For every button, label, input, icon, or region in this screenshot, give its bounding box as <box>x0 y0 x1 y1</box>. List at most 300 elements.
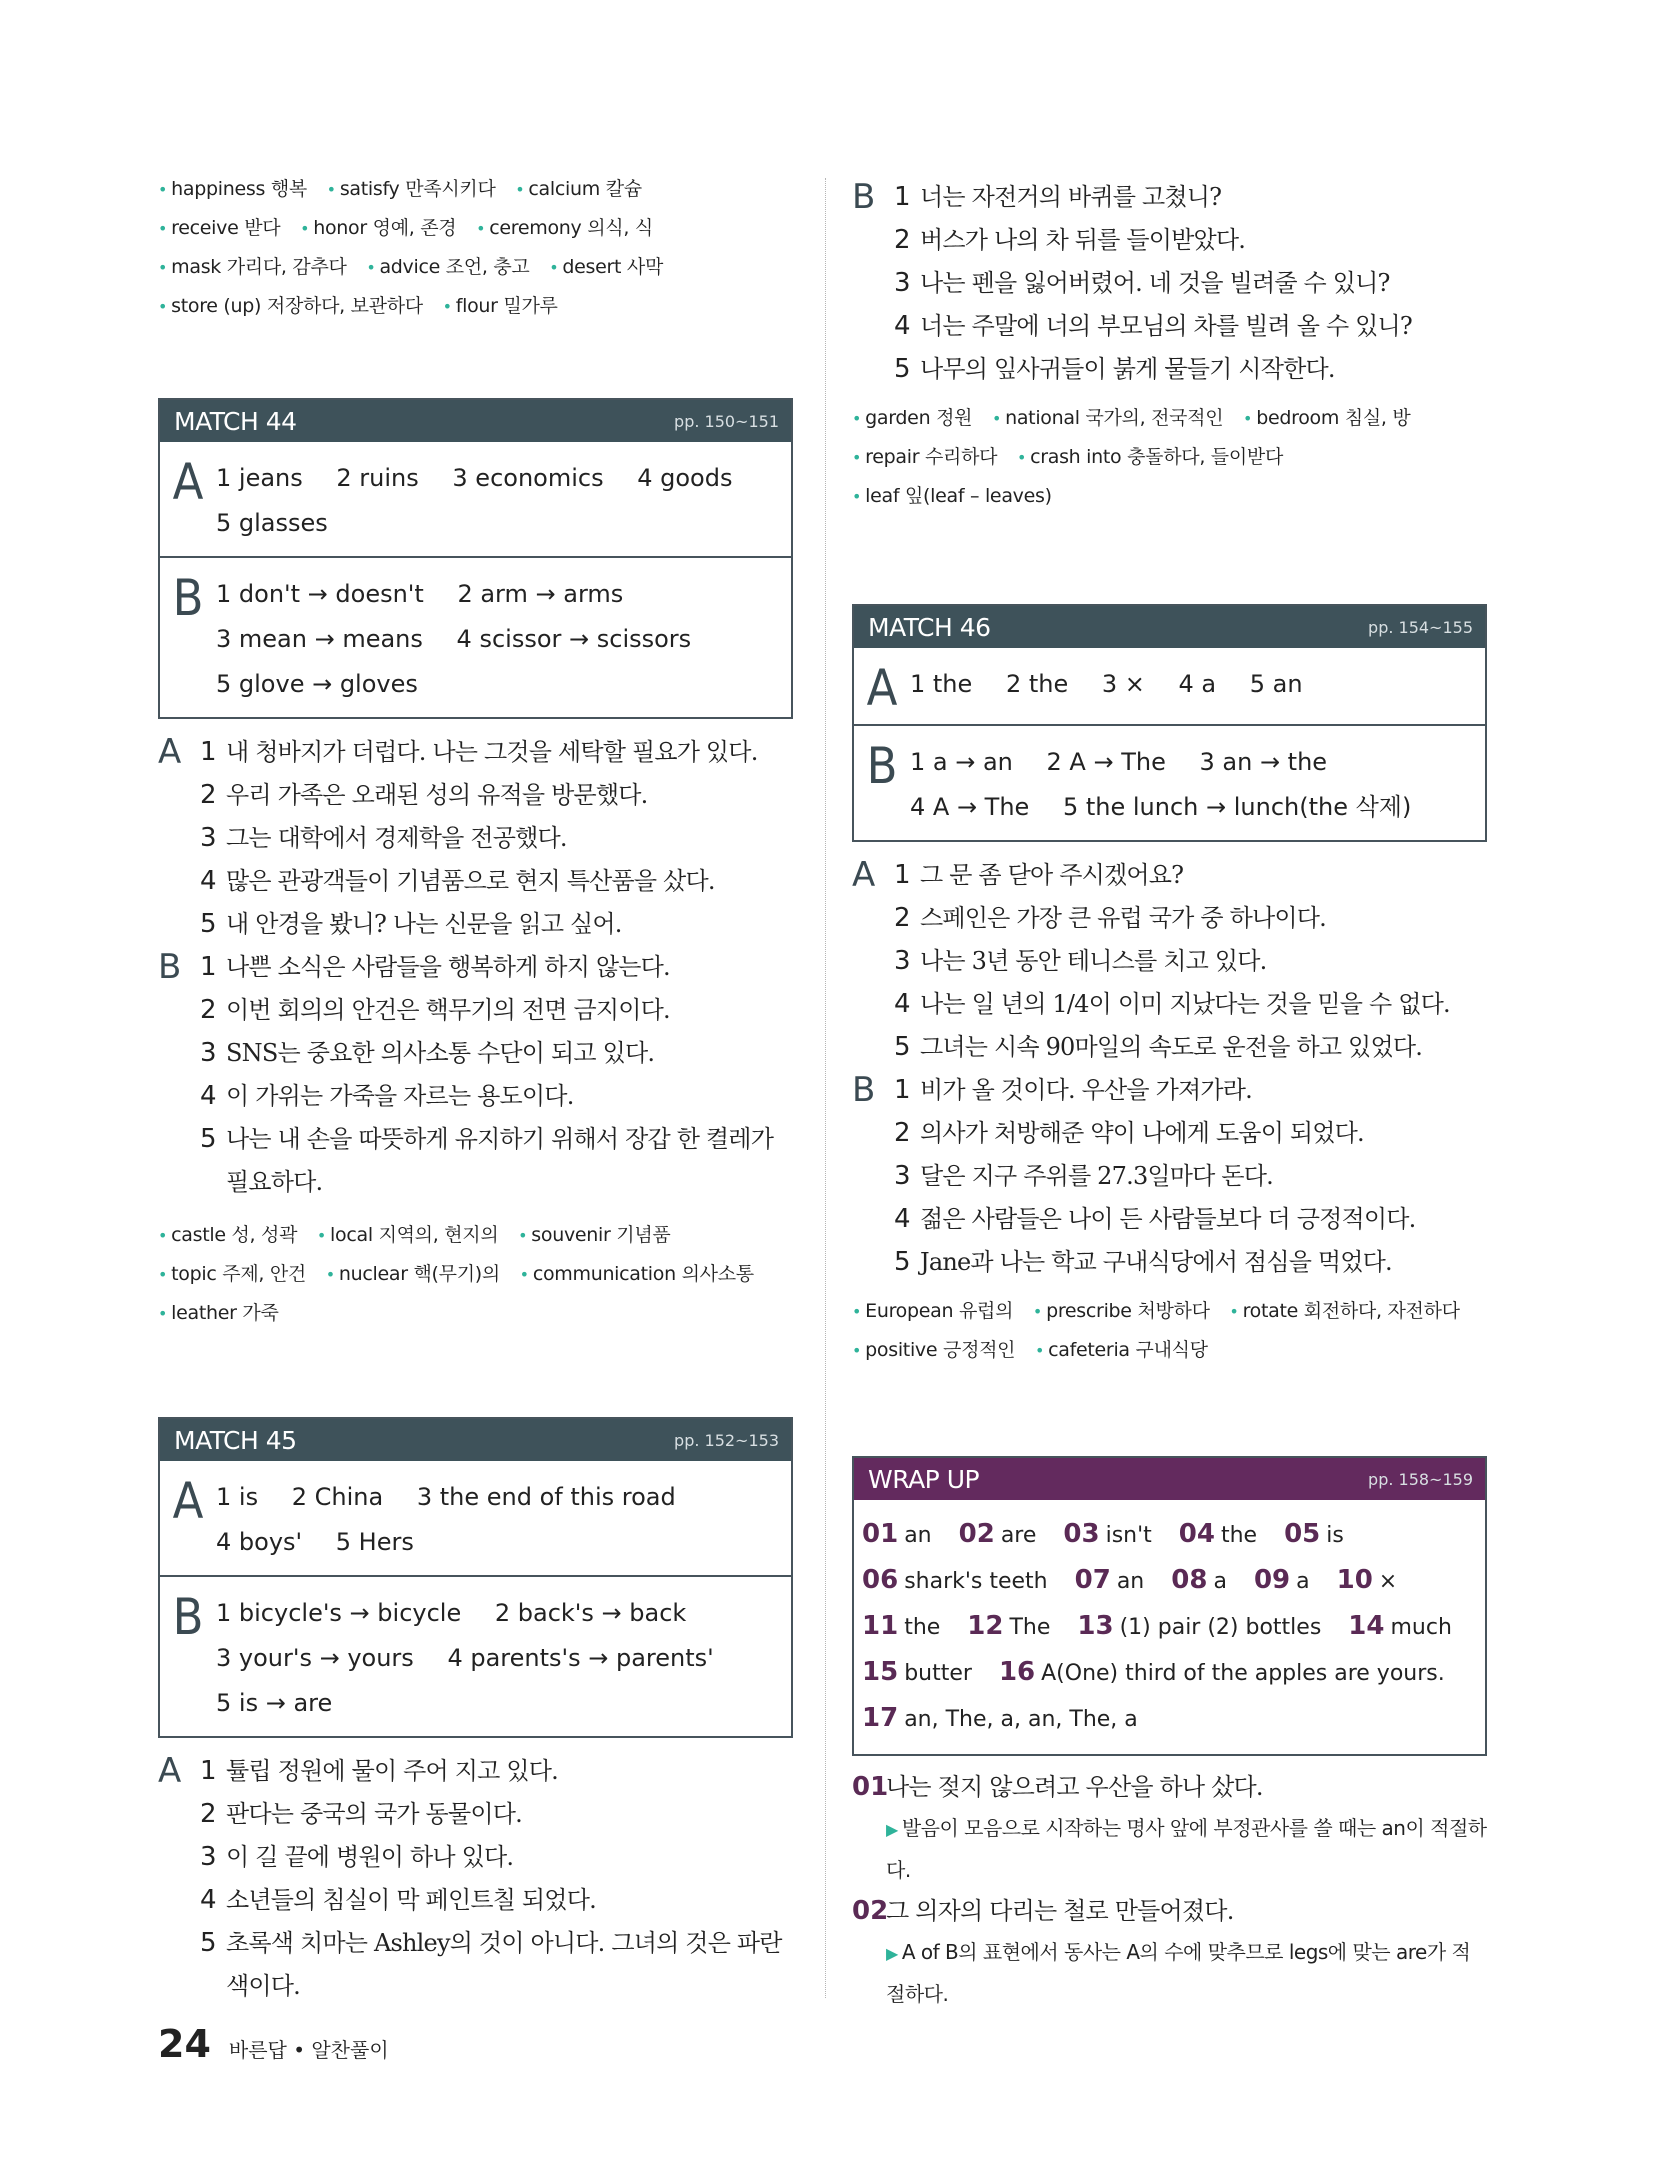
vocab-word: flour <box>455 295 498 317</box>
vocab-meaning: 받다 <box>244 217 281 239</box>
line-number: 1 <box>200 1756 216 1786</box>
answer-item: 2 China <box>291 1483 384 1511</box>
vocab-item <box>158 295 423 317</box>
answer-text: an <box>904 1523 932 1548</box>
answer-list <box>910 662 1475 714</box>
vocab-word: leaf <box>865 485 900 507</box>
wrapup-box <box>852 1456 1487 1756</box>
answer-item: 1 jeans <box>216 464 303 492</box>
bullet-icon: • <box>515 180 525 199</box>
wrapup-pages: pp. 158~159 <box>1368 1469 1473 1489</box>
answer-text: an <box>1116 1569 1145 1594</box>
translation-text: 의사가 처방해준 약이 나에게 도움이 되었다. <box>920 1119 1364 1147</box>
line-number: 2 <box>200 1799 216 1829</box>
answer-item: 2 arm → arms <box>457 580 624 608</box>
vocab-word: desert <box>562 256 622 278</box>
answer-item: 1 a → an <box>910 748 1013 776</box>
section-a <box>160 442 791 556</box>
vocab-item <box>158 178 307 200</box>
translation-line <box>894 305 1487 348</box>
answer-text: the <box>904 1615 941 1640</box>
vocab-item <box>158 217 280 239</box>
translation-group <box>158 731 793 946</box>
section-a <box>160 1461 791 1575</box>
line-number: 1 <box>200 952 216 982</box>
bullet-icon: • <box>158 219 168 238</box>
line-number: 4 <box>200 1885 216 1915</box>
answer-text: a <box>1296 1569 1310 1594</box>
left-column <box>158 170 793 2008</box>
vocab-item <box>158 1263 306 1285</box>
answer-text: an, The, a, an, The, a <box>904 1707 1138 1732</box>
explanation-item <box>852 1766 1487 1890</box>
bullet-icon: • <box>519 1265 529 1284</box>
answer-item: 1 bicycle's → bicycle <box>216 1599 462 1627</box>
vocab-item <box>852 1339 1015 1361</box>
explanation-item <box>852 1890 1487 2014</box>
section-letter: A <box>172 1472 204 1530</box>
answer-text: much <box>1390 1615 1452 1640</box>
vocab-word: honor <box>313 217 367 239</box>
section-letter: B <box>866 737 898 795</box>
translation-line <box>200 1836 793 1879</box>
vocab-item <box>549 256 663 278</box>
wrapup-answer <box>998 1657 1445 1687</box>
translation-line <box>894 1198 1487 1241</box>
vocab-list <box>158 1216 793 1333</box>
answer-text: is <box>1326 1523 1344 1548</box>
vocab-meaning: 유럽의 <box>959 1300 1014 1322</box>
wrapup-answer <box>862 1657 972 1687</box>
section-b <box>160 556 791 717</box>
answer-number: 06 <box>862 1565 899 1595</box>
answer-item: 3 × <box>1101 670 1145 698</box>
answer-number: 03 <box>1063 1519 1100 1549</box>
vocab-word: ceremony <box>489 217 582 239</box>
answer-list <box>216 1591 781 1726</box>
translation-text: SNS는 중요한 의사소통 수단이 되고 있다. <box>226 1039 655 1067</box>
vocab-item <box>326 1263 500 1285</box>
bullet-icon: • <box>158 258 168 277</box>
wrapup-answer <box>1348 1611 1452 1641</box>
translation-text: 이 가위는 가죽을 자르는 용도이다. <box>226 1082 574 1110</box>
vocab-meaning: 기념품 <box>616 1224 671 1246</box>
vocab-word: store (up) <box>171 295 262 317</box>
vocab-item <box>852 1300 1013 1322</box>
bullet-icon: • <box>158 297 168 316</box>
translation-text: 버스가 나의 차 뒤를 들이받았다. <box>920 226 1246 254</box>
translation-group <box>852 1069 1487 1284</box>
line-number: 1 <box>894 1075 910 1105</box>
section-a <box>854 648 1485 724</box>
translation-text: 나는 펜을 잃어버렸어. 네 것을 빌려줄 수 있니? <box>920 269 1390 297</box>
vocab-meaning: 침실, 방 <box>1344 407 1411 429</box>
vocab-item <box>515 178 642 200</box>
wrapup-answer <box>1336 1565 1398 1595</box>
answer-item: 3 the end of this road <box>416 1483 676 1511</box>
answer-item: 4 boys' <box>216 1528 303 1556</box>
section-letter: B <box>852 1070 876 1110</box>
section-letter: A <box>852 855 876 895</box>
translation-line <box>200 860 793 903</box>
explanation-body <box>886 1766 1487 1890</box>
vocab-item <box>1229 1300 1459 1322</box>
translation-text: 너는 자전거의 바퀴를 고쳤니? <box>920 183 1222 211</box>
korean-translation: 그 의자의 다리는 철로 만들어졌다. <box>886 1897 1234 1925</box>
section-letter: B <box>172 1588 204 1646</box>
vocab-meaning: 충돌하다, 들이받다 <box>1127 446 1284 468</box>
answer-number: 05 <box>1284 1519 1321 1549</box>
bullet-icon: • <box>852 1302 862 1321</box>
wrapup-answer <box>967 1611 1051 1641</box>
vocab-meaning: 영예, 존경 <box>372 217 457 239</box>
translation-text: 나는 일 년의 1/4이 이미 지났다는 것을 믿을 수 없다. <box>920 990 1450 1018</box>
answer-number: 10 <box>1336 1565 1373 1595</box>
right-column <box>852 170 1487 2014</box>
translation-line <box>200 1879 793 1922</box>
vocab-word: rotate <box>1242 1300 1299 1322</box>
translation-line <box>894 1069 1487 1112</box>
vocab-list <box>852 1292 1487 1370</box>
answer-list <box>910 740 1475 830</box>
translation-text: 젊은 사람들은 나이 든 사람들보다 더 긍정적이다. <box>920 1205 1416 1233</box>
translation-group <box>158 1750 793 2008</box>
translation-line <box>894 348 1487 391</box>
translation-line <box>200 817 793 860</box>
vocab-meaning: 만족시키다 <box>405 178 496 200</box>
vocab-word: topic <box>171 1263 217 1285</box>
translation-text: Jane과 나는 학교 구내식당에서 점심을 먹었다. <box>920 1248 1392 1276</box>
answer-list <box>216 456 781 546</box>
vocab-word: mask <box>171 256 221 278</box>
translation-line <box>894 1026 1487 1069</box>
vocab-word: garden <box>865 407 931 429</box>
translation-text: 나는 내 손을 따뜻하게 유지하기 위해서 장갑 한 켤레가 필요하다. <box>226 1125 774 1196</box>
wrapup-answers <box>854 1500 1485 1754</box>
line-number: 3 <box>894 268 910 298</box>
match46-translations <box>852 854 1487 1284</box>
answer-item: 3 mean → means <box>216 625 423 653</box>
vocab-meaning: 회전하다, 자전하다 <box>1303 1300 1460 1322</box>
translation-text: 나무의 잎사귀들이 붉게 물들기 시작한다. <box>920 355 1335 383</box>
bullet-icon: • <box>158 180 168 199</box>
translation-group <box>852 854 1487 1069</box>
translation-line <box>200 903 793 946</box>
answer-number: 01 <box>862 1519 899 1549</box>
translation-line <box>200 1032 793 1075</box>
line-number: 3 <box>200 1038 216 1068</box>
translation-line <box>894 262 1487 305</box>
vocab-word: national <box>1005 407 1080 429</box>
bullet-icon: • <box>442 297 452 316</box>
wrapup-header <box>854 1458 1485 1500</box>
translation-lines <box>200 946 793 1204</box>
explanation-body <box>886 1890 1487 2014</box>
match44-box <box>158 398 793 719</box>
section-letter: B <box>852 177 876 217</box>
line-number: 4 <box>200 1081 216 1111</box>
vocab-item <box>443 295 558 317</box>
match46-box <box>852 604 1487 842</box>
bullet-icon: • <box>1229 1302 1239 1321</box>
vocab-word: European <box>865 1300 954 1322</box>
vocab-list <box>852 399 1487 516</box>
bullet-icon: • <box>158 1226 168 1245</box>
match45-b-translations <box>852 176 1487 391</box>
vocab-meaning: 핵(무기)의 <box>413 1263 500 1285</box>
explanation-text <box>886 1808 1487 1890</box>
vocab-item <box>518 1224 670 1246</box>
vocab-meaning: 잎(leaf – leaves) <box>905 485 1052 507</box>
translation-text: 비가 올 것이다. 우산을 가져가라. <box>920 1076 1252 1104</box>
wrapup-answer <box>1074 1565 1145 1595</box>
answer-list <box>216 1475 781 1565</box>
answer-item: 5 Hers <box>335 1528 414 1556</box>
vocab-word: positive <box>865 1339 938 1361</box>
line-number: 4 <box>894 989 910 1019</box>
answer-number: 14 <box>1348 1611 1385 1641</box>
translation-line <box>894 940 1487 983</box>
match-header <box>854 606 1485 648</box>
vocab-word: nuclear <box>338 1263 408 1285</box>
translation-line <box>200 1118 793 1204</box>
match-title: MATCH 46 <box>868 612 991 642</box>
wrapup-title: WRAP UP <box>868 1464 980 1494</box>
vocab-item <box>992 407 1223 429</box>
korean-translation: 나는 젖지 않으려고 우산을 하나 샀다. <box>886 1773 1263 1801</box>
line-number: 1 <box>894 182 910 212</box>
translation-line <box>200 946 793 989</box>
bullet-icon: • <box>852 409 862 428</box>
wrapup-answer <box>1171 1565 1227 1595</box>
line-number: 4 <box>894 1204 910 1234</box>
translation-text: 많은 관광객들이 기념품으로 현지 특산품을 샀다. <box>226 867 715 895</box>
vocab-meaning: 긍정적인 <box>943 1339 1016 1361</box>
line-number: 5 <box>200 1124 216 1154</box>
vocab-item <box>327 178 496 200</box>
bullet-icon: • <box>316 1226 327 1245</box>
answer-text: butter <box>904 1661 972 1686</box>
translation-lines <box>894 854 1487 1069</box>
vocab-meaning: 지역의, 현지의 <box>378 1224 499 1246</box>
explanation-content: A of B의 표현에서 동사는 A의 수에 맞추므로 legs에 맞는 are가 적절하다. <box>886 1940 1471 2006</box>
bullet-icon: • <box>852 1341 862 1360</box>
vocab-meaning: 가죽 <box>242 1302 279 1324</box>
answer-number: 09 <box>1253 1565 1291 1595</box>
translation-line <box>894 983 1487 1026</box>
vocab-meaning: 사막 <box>626 256 664 278</box>
answer-text: (1) pair (2) bottles <box>1119 1615 1322 1640</box>
vocab-meaning: 주제, 안건 <box>222 1263 306 1285</box>
line-number: 3 <box>894 946 910 976</box>
answer-list <box>216 572 781 707</box>
translation-lines <box>200 1750 793 2008</box>
answer-text: the <box>1220 1523 1258 1548</box>
translation-lines <box>894 176 1487 391</box>
translation-text: 너는 주말에 너의 부모님의 차를 빌려 올 수 있니? <box>920 312 1412 340</box>
vocab-word: advice <box>379 256 441 278</box>
translation-text: 내 안경을 봤니? 나는 신문을 읽고 싶어. <box>226 910 622 938</box>
match-pages: pp. 150~151 <box>674 411 779 431</box>
translation-group <box>852 176 1487 391</box>
line-number: 2 <box>200 995 216 1025</box>
line-number: 4 <box>200 866 216 896</box>
line-number: 5 <box>200 909 216 939</box>
vocab-item <box>1243 407 1410 429</box>
match-header <box>160 1419 791 1461</box>
answer-item: 4 a <box>1178 670 1217 698</box>
vocab-item <box>1035 1339 1208 1361</box>
vocab-word: crash into <box>1030 446 1122 468</box>
vocab-meaning: 가리다, 감추다 <box>226 256 347 278</box>
vocab-item <box>476 217 653 239</box>
wrapup-answer <box>862 1565 1048 1595</box>
line-number: 2 <box>200 780 216 810</box>
line-number: 2 <box>894 1118 910 1148</box>
explanation-number: 01 <box>852 1772 889 1802</box>
translation-text: 나는 3년 동안 테니스를 치고 있다. <box>920 947 1267 975</box>
column-divider <box>825 178 826 1998</box>
line-number: 3 <box>200 823 216 853</box>
wrapup-answer <box>1077 1611 1322 1641</box>
translation-text: 초록색 치마는 Ashley의 것이 아니다. 그녀의 것은 파란색이다. <box>226 1929 782 2000</box>
section-letter: A <box>172 453 204 511</box>
translation-text: 튤립 정원에 물이 주어 지고 있다. <box>226 1757 558 1785</box>
answer-item: 1 is <box>216 1483 259 1511</box>
answer-text: are <box>1000 1523 1037 1548</box>
match45-box <box>158 1417 793 1738</box>
answer-number: 16 <box>998 1657 1036 1687</box>
section-b <box>160 1575 791 1736</box>
section-letter: A <box>158 732 182 772</box>
vocab-meaning: 처방하다 <box>1137 1300 1210 1322</box>
translation-line <box>200 1075 793 1118</box>
wrapup-answer <box>1253 1565 1310 1595</box>
bullet-icon: • <box>852 448 862 467</box>
vocab-item <box>1033 1300 1210 1322</box>
vocab-meaning: 행복 <box>270 178 307 200</box>
vocab-word: bedroom <box>1256 407 1340 429</box>
vocab-meaning: 밀가루 <box>503 295 558 317</box>
wrapup-answer <box>1284 1519 1344 1549</box>
vocab-word: cafeteria <box>1048 1339 1130 1361</box>
match-title: MATCH 45 <box>174 1425 297 1455</box>
vocab-item <box>317 1224 498 1246</box>
bullet-icon: • <box>991 409 1002 428</box>
translation-line <box>894 176 1487 219</box>
answer-item: 3 your's → yours <box>216 1644 414 1672</box>
section-letter: B <box>158 947 182 987</box>
line-number: 5 <box>894 1032 910 1062</box>
answer-number: 12 <box>967 1611 1004 1641</box>
vocab-word: receive <box>171 217 239 239</box>
translation-line <box>200 1922 793 2008</box>
section-letter: A <box>866 659 898 717</box>
line-number: 2 <box>894 225 910 255</box>
line-number: 5 <box>200 1928 216 1958</box>
translation-text: 그녀는 시속 90마일의 속도로 운전을 하고 있었다. <box>920 1033 1423 1061</box>
translation-text: 내 청바지가 더럽다. 나는 그것을 세탁할 필요가 있다. <box>226 738 758 766</box>
translation-text: 나쁜 소식은 사람들을 행복하게 하지 않는다. <box>226 953 670 981</box>
answer-number: 13 <box>1077 1611 1114 1641</box>
bullet-icon: • <box>366 258 376 277</box>
match44-translations <box>158 731 793 1204</box>
bullet-icon: • <box>549 258 559 277</box>
answer-text: a <box>1213 1569 1227 1594</box>
triangle-icon: ▶ <box>886 1820 898 1839</box>
vocab-meaning: 조언, 충고 <box>445 256 530 278</box>
vocab-list <box>158 170 793 326</box>
answer-item: 1 the <box>910 670 973 698</box>
vocab-word: calcium <box>528 178 600 200</box>
answer-item: 5 is → are <box>216 1689 333 1717</box>
translation-text: 이 길 끝에 병원이 하나 있다. <box>226 1843 514 1871</box>
vocab-item <box>300 217 456 239</box>
vocab-meaning: 저장하다, 보관하다 <box>266 295 423 317</box>
vocab-item <box>158 1224 297 1246</box>
answer-number: 07 <box>1074 1565 1111 1595</box>
translation-line <box>894 1241 1487 1284</box>
wrapup-answer <box>862 1519 932 1549</box>
vocab-word: prescribe <box>1046 1300 1132 1322</box>
line-number: 1 <box>200 737 216 767</box>
vocab-meaning: 정원 <box>936 407 973 429</box>
translation-line <box>894 219 1487 262</box>
answer-item: 3 economics <box>452 464 604 492</box>
translation-text: 이번 회의의 안건은 핵무기의 전면 금지이다. <box>226 996 670 1024</box>
section-b <box>854 724 1485 840</box>
bullet-icon: • <box>518 1226 528 1245</box>
vocab-item <box>852 446 997 468</box>
vocab-meaning: 구내식당 <box>1135 1339 1208 1361</box>
bullet-icon: • <box>300 219 310 238</box>
wrapup-answer <box>958 1519 1037 1549</box>
translation-lines <box>894 1069 1487 1284</box>
vocab-meaning: 성, 성곽 <box>231 1224 298 1246</box>
vocab-meaning: 칼슘 <box>605 178 642 200</box>
explanation-text <box>886 1932 1487 2014</box>
vocab-word: satisfy <box>339 178 400 200</box>
answer-item: 2 back's → back <box>494 1599 687 1627</box>
translation-line <box>894 1112 1487 1155</box>
vocab-item <box>1017 446 1283 468</box>
wrapup-answer <box>862 1611 941 1641</box>
book-title: 바른답 • 알찬풀이 <box>228 2038 389 2062</box>
translation-text: 그 문 좀 닫아 주시겠어요? <box>920 861 1184 889</box>
section-letter: A <box>158 1751 182 1791</box>
answer-text: isn't <box>1105 1523 1152 1548</box>
bullet-icon: • <box>158 1304 168 1323</box>
answer-item: 4 scissor → scissors <box>456 625 692 653</box>
answer-item: 2 the <box>1005 670 1069 698</box>
answer-item: 5 glasses <box>216 509 328 537</box>
section-letter: B <box>172 569 204 627</box>
vocab-meaning: 국가의, 전국적인 <box>1085 407 1224 429</box>
translation-line <box>894 854 1487 897</box>
vocab-word: castle <box>171 1224 226 1246</box>
bullet-icon: • <box>852 487 862 506</box>
translation-group <box>158 946 793 1204</box>
answer-item: 5 glove → gloves <box>216 670 418 698</box>
vocab-item <box>158 1302 279 1324</box>
bullet-icon: • <box>1243 409 1253 428</box>
line-number: 5 <box>894 354 910 384</box>
wrapup-explanations <box>852 1766 1487 2014</box>
explanation-content: 발음이 모음으로 시작하는 명사 앞에 부정관사를 쓸 때는 an이 적절하다. <box>886 1816 1487 1882</box>
wrapup-answer <box>1178 1519 1258 1549</box>
translation-line <box>200 1750 793 1793</box>
line-number: 1 <box>894 860 910 890</box>
